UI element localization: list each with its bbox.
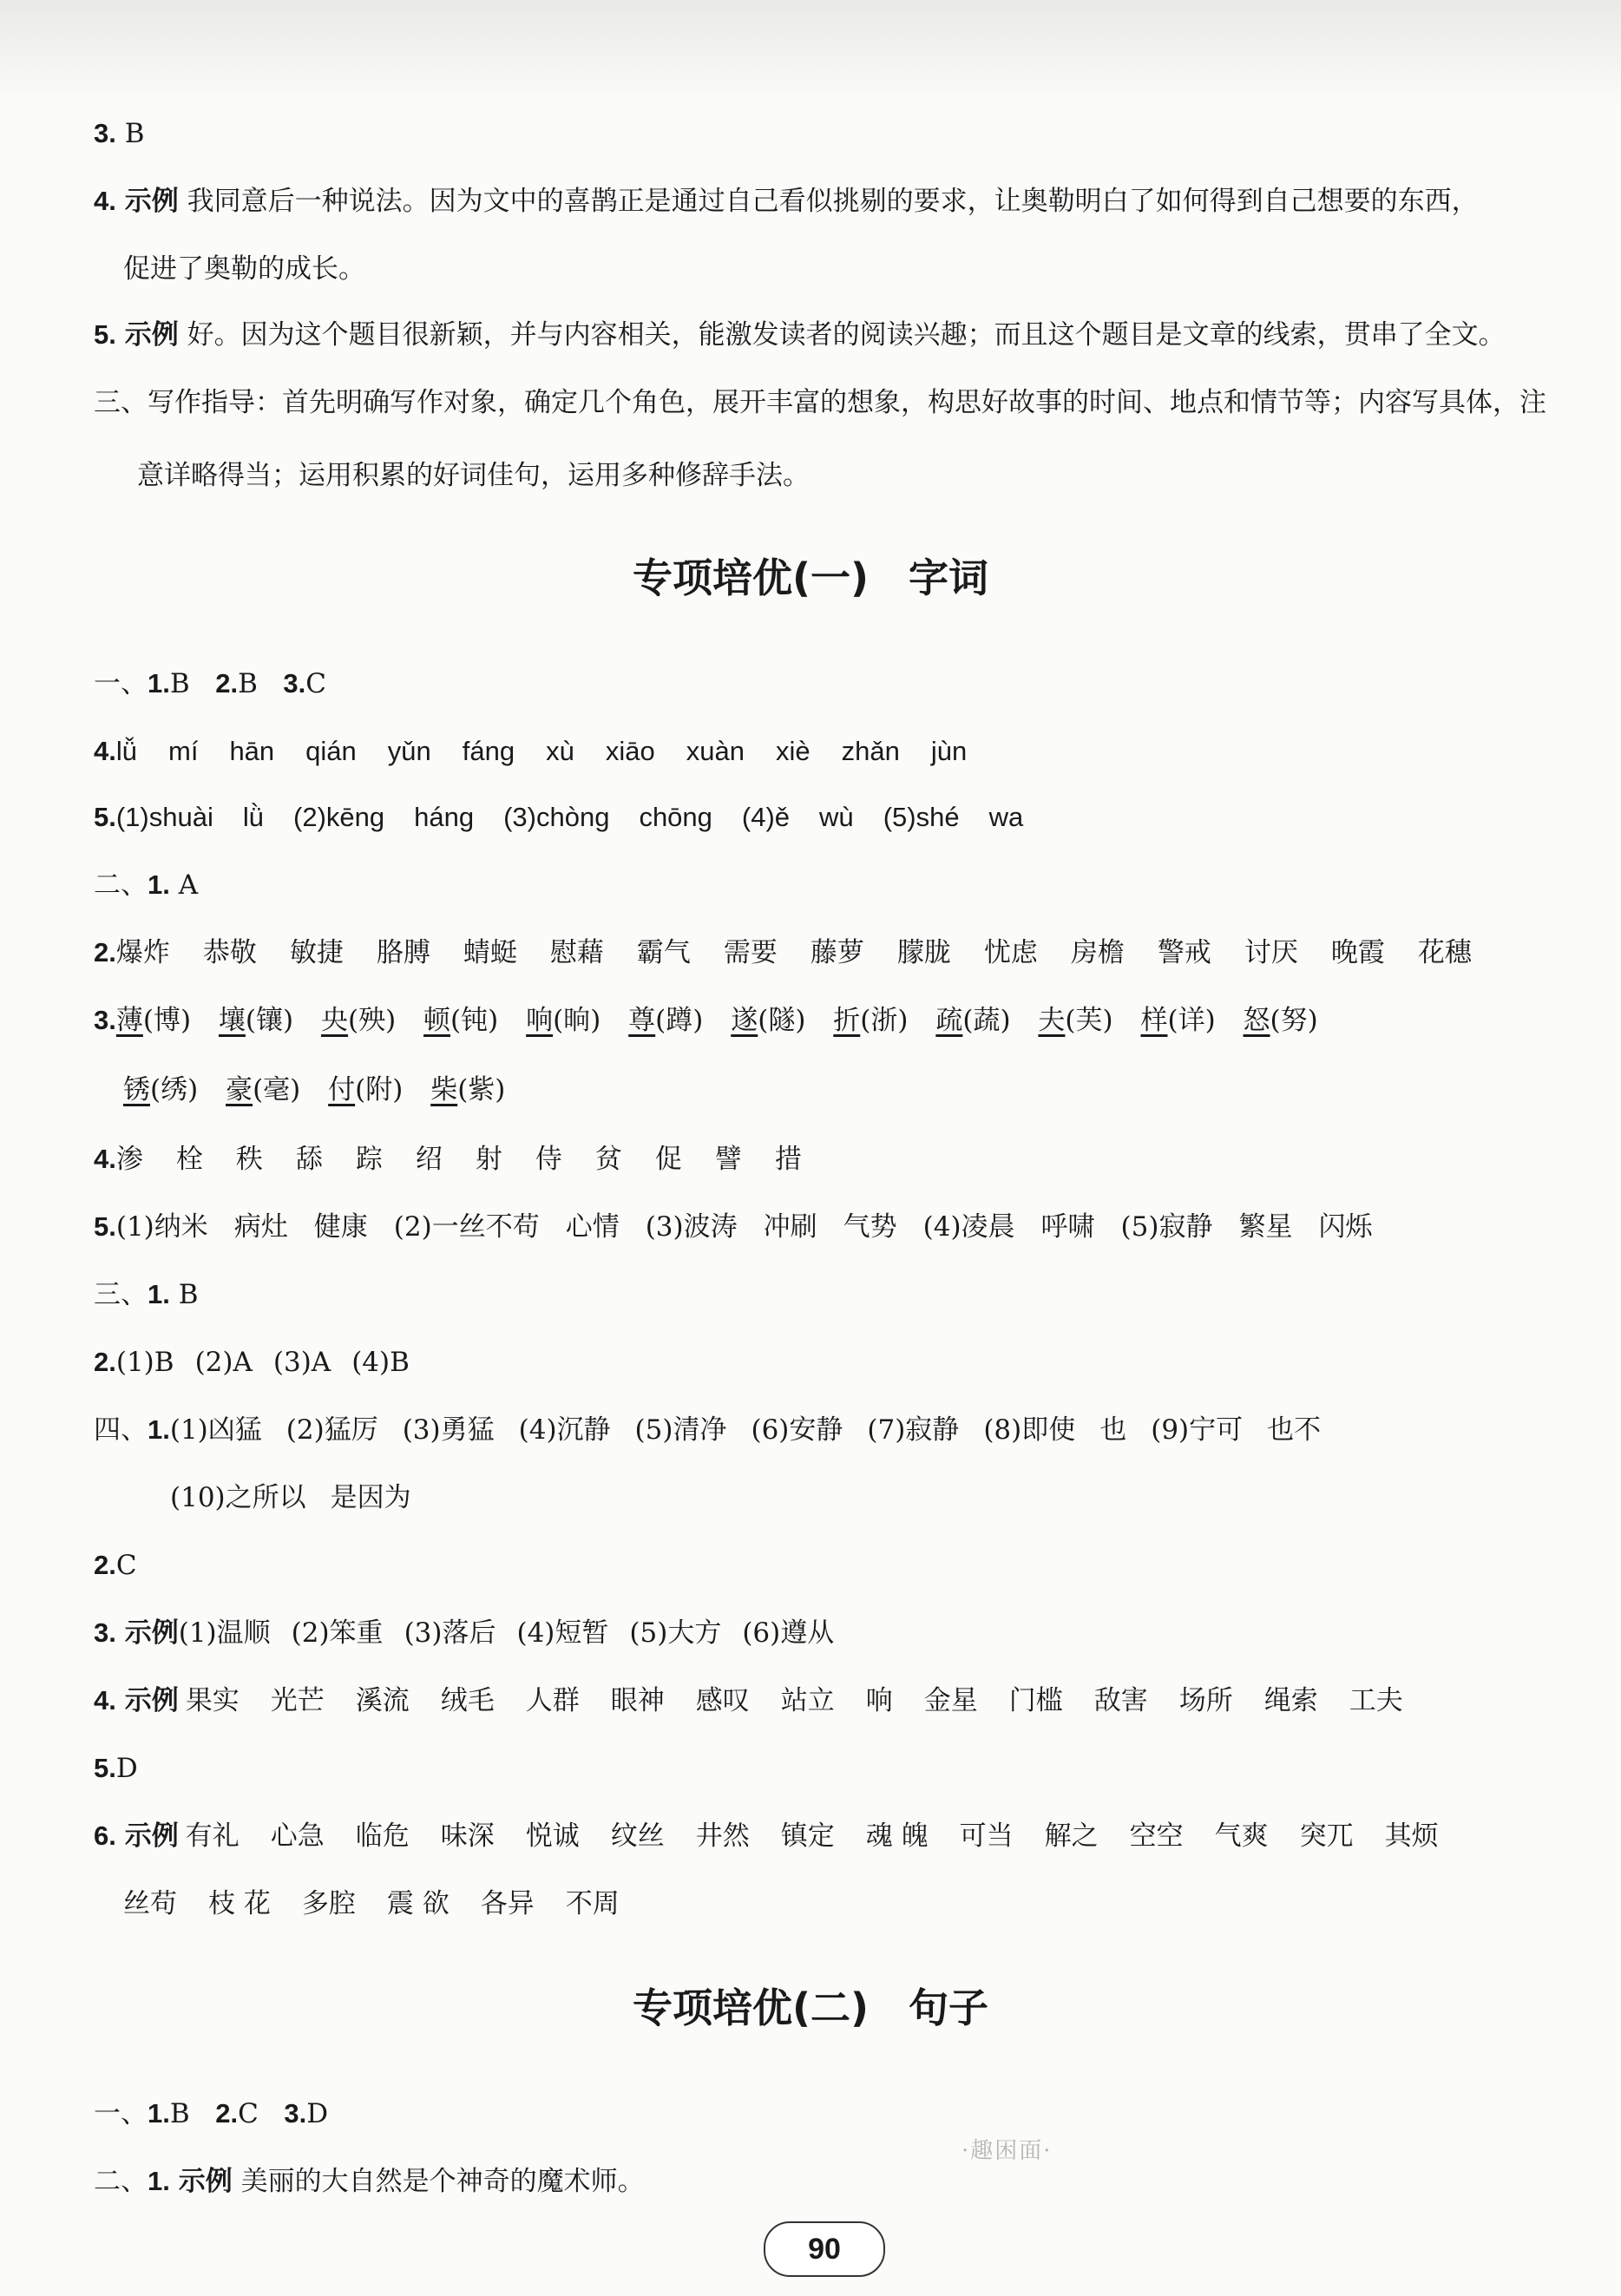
answer-line-continued: 意详略得当；运用积累的好词佳句，运用多种修辞手法。 xyxy=(137,460,810,491)
pinyin-line: 5.(1)shuài lǜ (2)kēng háng (3)chòng chōng (4)ě wù (5)shé wa xyxy=(94,802,1024,832)
section-title: 专项培优(二) 句子 xyxy=(632,1984,989,2031)
word-list-line: 6. 示例 有礼 心急 临危 味深 悦诚 纹丝 井然 镇定 魂 魄 可当 解之 空空 气爽 突兀 其烦 xyxy=(94,1820,1439,1852)
pinyin-line: 4.lǚ mí hān qián yǔn fáng xù xiāo xuàn xiè zhǎn jùn xyxy=(94,736,968,766)
answer-line: 三、1. B xyxy=(94,1279,199,1310)
answer-line: 二、1. A xyxy=(94,869,199,901)
word-list-line-continued: (10)之所以 是因为 xyxy=(170,1482,411,1513)
word-list-line: 3. 示例(1)温顺 (2)笨重 (3)落后 (4)短暂 (5)大方 (6)遵从 xyxy=(94,1617,835,1649)
char-list-line: 4.渗 栓 秩 舔 踪 绍 射 侍 贫 促 譬 措 xyxy=(94,1144,802,1175)
section-title: 专项培优(一) 字词 xyxy=(632,554,989,601)
word-list-line: 4. 示例 果实 光芒 溪流 绒毛 人群 眼神 感叹 站立 响 金星 门槛 敌害 场所 绳索 工夫 xyxy=(94,1685,1403,1716)
answer-line-continued: 促进了奥勒的成长。 xyxy=(123,253,365,285)
answer-line: 三、写作指导：首先明确写作对象，确定几个角色，展开丰富的想象，构思好故事的时间、地点和情节等；内容写具体，注 xyxy=(94,387,1546,418)
page-number-badge: 90 xyxy=(764,2221,885,2277)
answer-line: 一、1.B 2.C 3.D xyxy=(94,2098,329,2129)
word-list-line-continued: 丝苟 枝 花 多腔 震 欲 各异 不周 xyxy=(123,1888,620,1919)
answer-line: 二、1. 示例 美丽的大自然是个神奇的魔术师。 xyxy=(94,2166,645,2197)
correction-line: 3.薄(博) 壤(镶) 央(殃) 顿(钝) 响(晌) 尊(蹲) 遂(隧) 折(浙) 疏(蔬) 夫(芙) 样(详) 怒(努) xyxy=(94,1005,1318,1036)
answer-line: 4. 示例 我同意后一种说法。因为文中的喜鹊正是通过自己看似挑剔的要求，让奥勒明白了如何得到自己想要的东西， xyxy=(94,186,1479,217)
answer-line: 2.(1)B (2)A (3)A (4)B xyxy=(94,1347,410,1378)
faded-stamp: ·趣困面· xyxy=(961,2138,1053,2164)
scan-shadow xyxy=(0,0,1621,104)
answer-line: 3. B xyxy=(94,118,145,149)
answer-line: 2.C xyxy=(94,1550,137,1581)
word-list-line: 5.(1)纳米 病灶 健康 (2)一丝不苟 心情 (3)波涛 冲刷 气势 (4)凌晨 呼啸 (5)寂静 繁星 闪烁 xyxy=(94,1211,1373,1243)
word-list-line: 2.爆炸 恭敬 敏捷 胳膊 蜻蜓 慰藉 霸气 需要 藤萝 朦胧 忧虑 房檐 警戒 讨厌 晚霞 花穗 xyxy=(94,937,1472,968)
correction-line-continued: 锈(绣) 豪(毫) 付(附) 柴(紫) xyxy=(123,1074,506,1105)
answer-line: 5.D xyxy=(94,1753,138,1784)
answer-line: 一、1.B 2.B 3.C xyxy=(94,668,326,699)
answer-line: 5. 示例 好。因为这个题目很新颖，并与内容相关，能激发读者的阅读兴趣；而且这个题目是文章的线索，贯串了全文。 xyxy=(94,319,1506,351)
word-list-line: 四、1.(1)凶猛 (2)猛厉 (3)勇猛 (4)沉静 (5)清净 (6)安静 (7)寂静 (8)即使 也 (9)宁可 也不 xyxy=(94,1414,1322,1446)
